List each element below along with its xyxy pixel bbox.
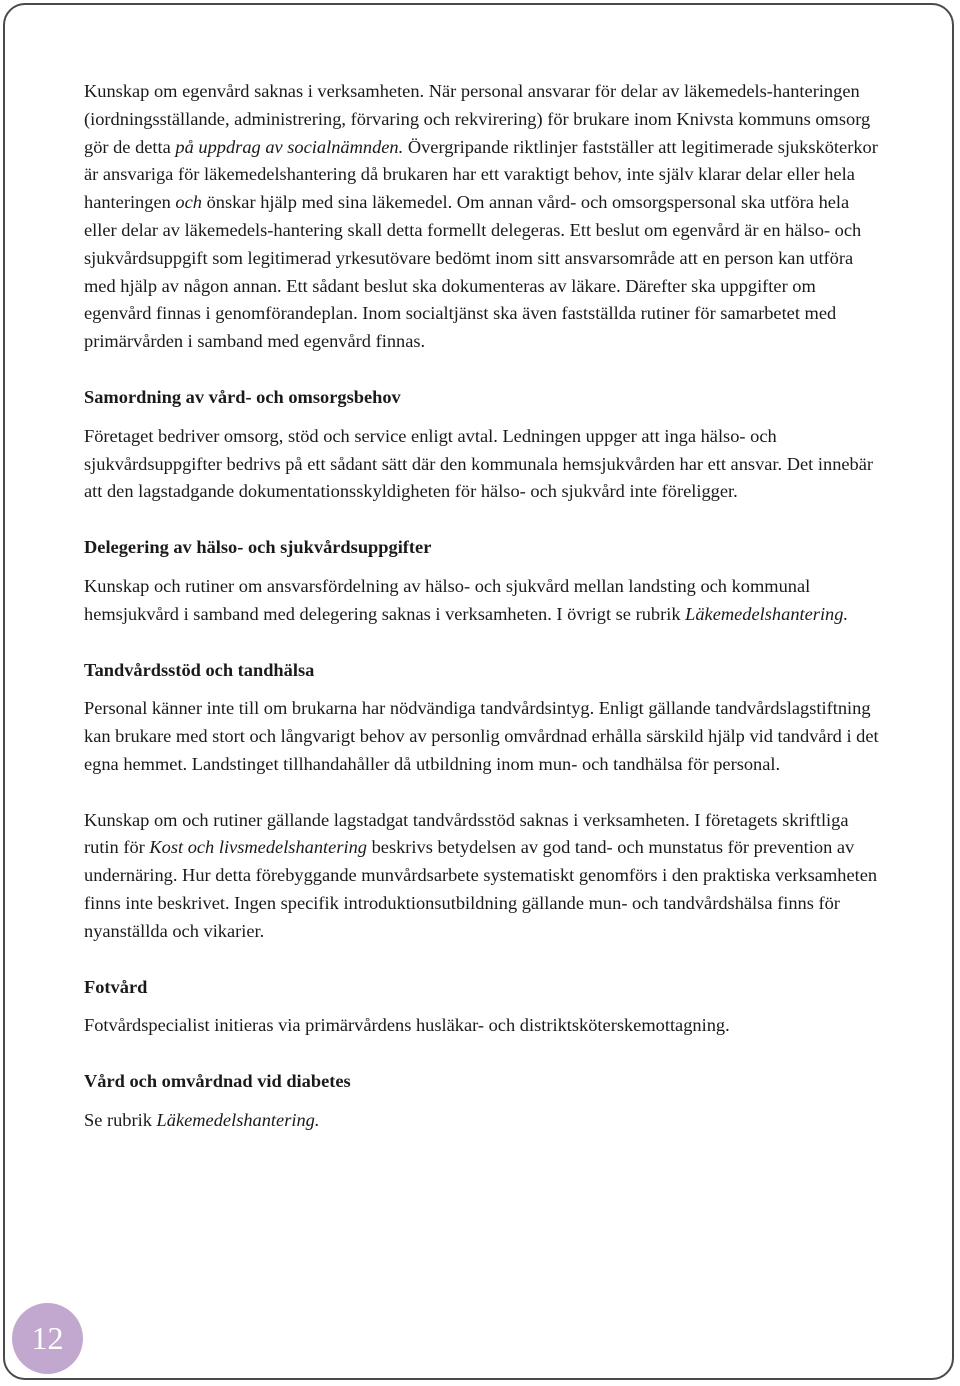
delegering-paragraph: Kunskap och rutiner om ansvarsfördelning av hälso- och sjukvård mellan landsting och kommunal hemsjukvård i samband med delegering saknas i verksamheten. I övrigt se rubrik Läkemedelshantering.: [84, 575, 849, 624]
heading-delegering: Delegering av hälso- och sjukvårdsuppgifter: [84, 537, 432, 558]
page-number-badge: 12: [12, 1303, 83, 1374]
tandvard-paragraph-2: Kunskap om och rutiner gällande lagstadgat tandvårdsstöd saknas i verksamheten. I företagets skriftliga rutin för Kost och livsmedelshantering beskrivs betydelsen av god tand- och munstatus för prevention av undernäring. Hur detta förebyggande munvårdsarbete systematiskt genomförs i den praktiska verksamheten finns inte beskrivet. Ingen specifik introduktionsutbildning gällande mun- och tandvårdshälsa finns för nyanställda och vikarier.: [84, 809, 878, 941]
diabetes-paragraph: Se rubrik Läkemedelshantering.: [84, 1109, 320, 1130]
heading-fotvard: Fotvård: [84, 976, 148, 997]
heading-tandvard: Tandvårdsstöd och tandhälsa: [84, 659, 315, 680]
intro-paragraph: Kunskap om egenvård saknas i verksamheten. När personal ansvarar för delar av läkemedels-hanteringen (iordningsställande, administrering, förvaring och rekvirering) för brukare inom Knivsta kommuns omsorg gör de detta på uppdrag av socialnämnden. Övergripande riktlinjer fastställer att legitimerade sjuksköterkor är ansvariga för läkemedelshantering då brukaren har ett varaktigt behov, inte själv klarar delar eller hela hanteringen och önskar hjälp med sina läkemedel. Om annan vård- och omsorgspersonal ska utföra hela eller delar av läkemedels-hantering skall detta formellt delegeras. Ett beslut om egenvård är en hälso- och sjukvårdsuppgift som legitimerad yrkesutövare bedömt inom sitt ansvarsområde att en person kan utföra med hjälp av någon annan. Ett sådant beslut ska dokumenteras av läkare. Därefter ska uppgifter om egenvård finnas i genomförandeplan. Inom socialtjänst ska även fastställda rutiner för samarbetet med primärvården i samband med egenvård finnas.: [84, 81, 878, 352]
heading-diabetes: Vård och omvårdnad vid diabetes: [84, 1071, 351, 1092]
fotvard-paragraph: Fotvårdspecialist initieras via primärvårdens husläkar- och distriktsköterskemottagning.: [84, 1015, 730, 1036]
samordning-paragraph: Företaget bedriver omsorg, stöd och service enligt avtal. Ledningen uppger att inga hälso- och sjukvårdsuppgifter bedrivs på ett sådant sätt där den kommunala hemsjukvården har ett ansvar. Det innebär att den lagstadgande dokumentationsskyldigheten för hälso- och sjukvård inte föreligger.: [84, 425, 874, 502]
tandvard-paragraph-1: Personal känner inte till om brukarna har nödvändiga tandvårdsintyg. Enligt gällande tandvårdslagstiftning kan brukare med stort och långvarigt behov av personlig omvårdnad erhålla särskild hjälp vid tandvård i det egna hemmet. Landstinget tillhandahåller då utbildning inom mun- och tandhälsa för personal.: [84, 698, 879, 774]
page-content: [84, 78, 884, 1135]
heading-samordning: Samordning av vård- och omsorgsbehov: [84, 386, 401, 407]
